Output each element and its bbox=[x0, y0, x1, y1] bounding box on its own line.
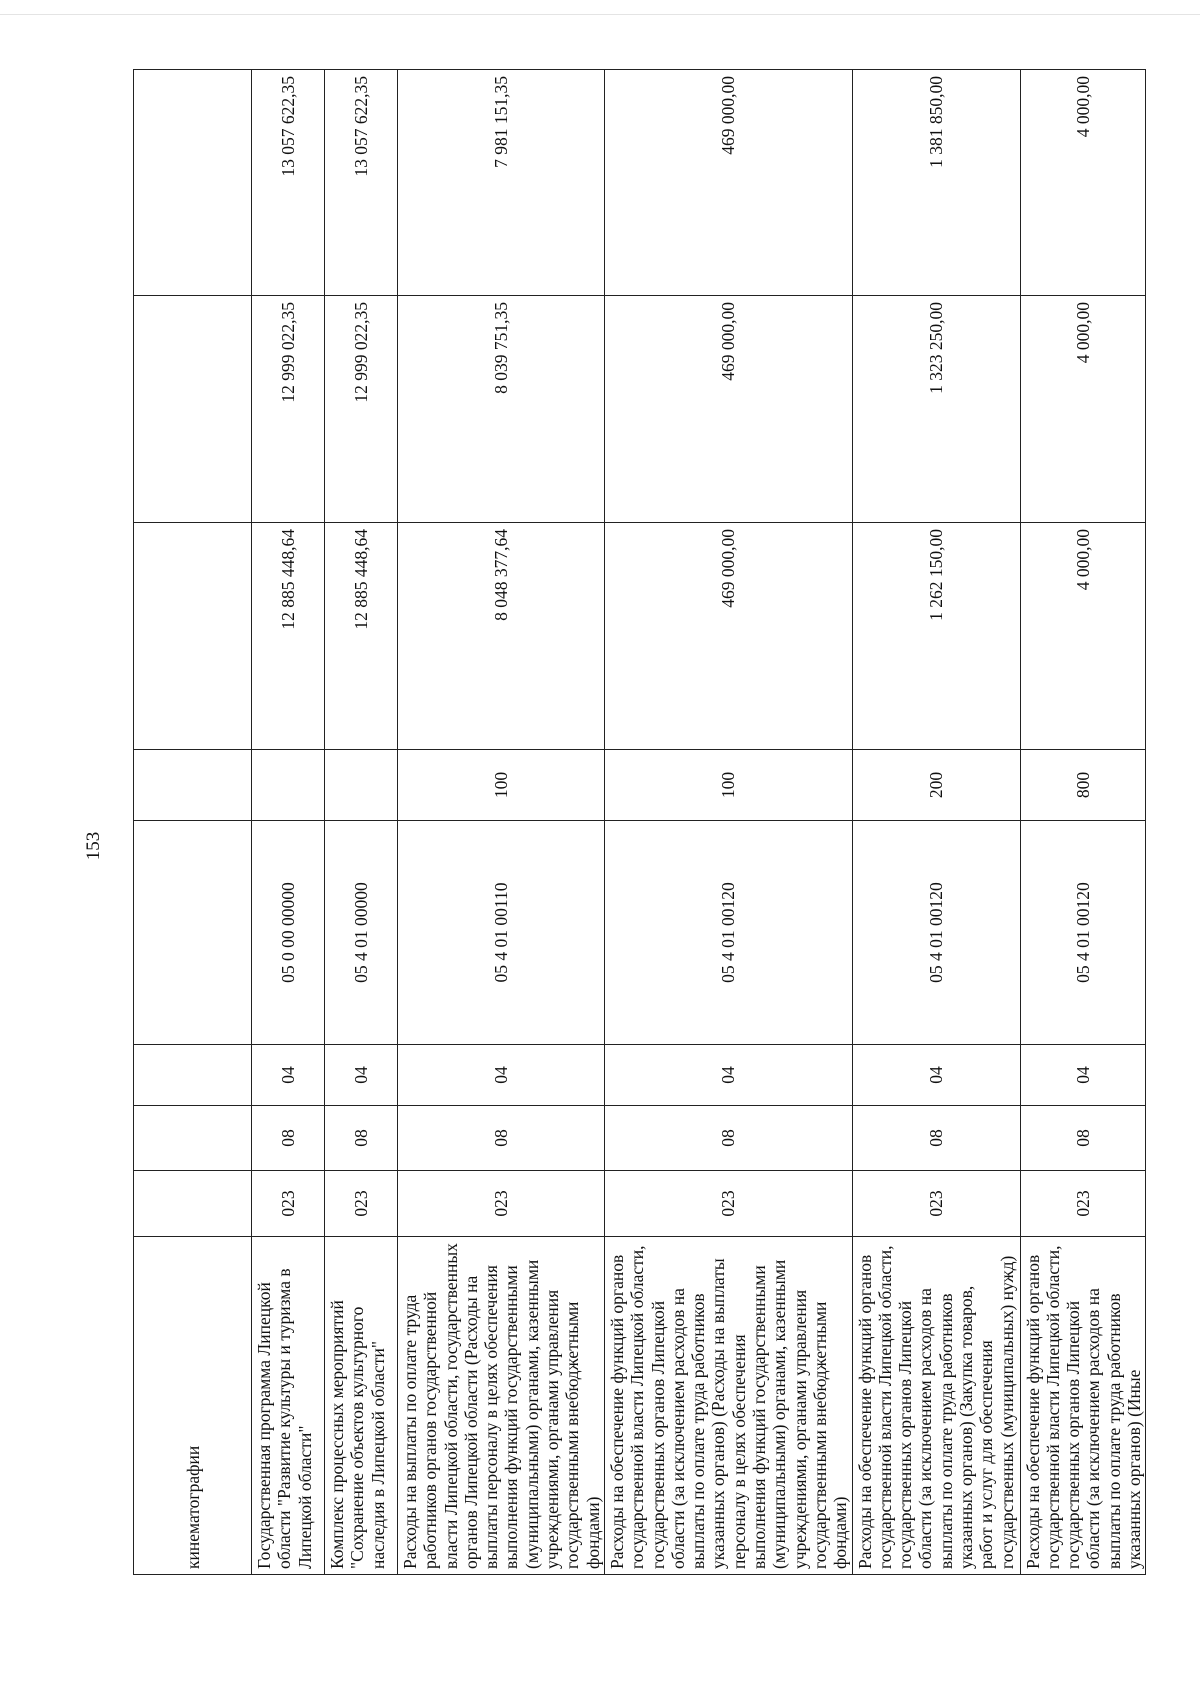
cell-sum1: 469 000,00 bbox=[604, 523, 852, 750]
cell-podrazdel: 04 bbox=[604, 1045, 852, 1106]
cell-target: 05 4 01 00120 bbox=[604, 821, 852, 1045]
cell-code: 023 bbox=[398, 1171, 605, 1237]
row-description: Расходы на обеспечение функций органов государственной власти Липецкой области, государственных органов Липецкой области (за исключением расходов на выплаты по оплате труда работников указанных органов) (Иные bbox=[1020, 1237, 1146, 1575]
row-description: Государственная программа Липецкой области "Развитие культуры и туризма в Липецкой области" bbox=[252, 1237, 325, 1575]
cell-code: 023 bbox=[604, 1171, 852, 1237]
row-description: Комплекс процессных мероприятий "Сохранение объектов культурного наследия в Липецкой области" bbox=[325, 1237, 398, 1575]
cell-code: 023 bbox=[852, 1171, 1020, 1237]
cell-sum1: 12 885 448,64 bbox=[325, 523, 398, 750]
cell-podrazdel: 04 bbox=[325, 1045, 398, 1106]
cell-sum2: 1 323 250,00 bbox=[852, 296, 1020, 523]
table-row bbox=[252, 70, 325, 1575]
cell-vr: 100 bbox=[398, 750, 605, 821]
cell-sum2 bbox=[134, 296, 252, 523]
cell-podrazdel: 04 bbox=[852, 1045, 1020, 1106]
cell-razdel: 08 bbox=[1020, 1106, 1146, 1171]
cell-sum1: 4 000,00 bbox=[1020, 523, 1146, 750]
cell-sum1 bbox=[134, 523, 252, 750]
cell-sum3: 7 981 151,35 bbox=[398, 70, 605, 296]
cell-code bbox=[134, 1171, 252, 1237]
cell-sum3 bbox=[134, 70, 252, 296]
cell-podrazdel: 04 bbox=[398, 1045, 605, 1106]
rotated-table-container bbox=[133, 70, 1145, 1575]
cell-sum3: 13 057 622,35 bbox=[325, 70, 398, 296]
cell-razdel bbox=[134, 1106, 252, 1171]
cell-vr: 800 bbox=[1020, 750, 1146, 821]
cell-target: 05 4 01 00000 bbox=[325, 821, 398, 1045]
cell-razdel: 08 bbox=[398, 1106, 605, 1171]
row-description: Расходы на обеспечение функций органов государственной власти Липецкой области, государственных органов Липецкой области (за исключением расходов на выплаты по оплате труда работников указанных органов) (Закупка товаров, работ и услуг для обеспечения государственных (муниципальных) нужд) bbox=[852, 1237, 1020, 1575]
cell-razdel: 08 bbox=[852, 1106, 1020, 1171]
cell-sum2: 12 999 022,35 bbox=[325, 296, 398, 523]
cell-razdel: 08 bbox=[604, 1106, 852, 1171]
table-row bbox=[325, 70, 398, 1575]
cell-vr: 200 bbox=[852, 750, 1020, 821]
table-row bbox=[134, 70, 252, 1575]
cell-podrazdel: 04 bbox=[1020, 1045, 1146, 1106]
cell-sum1: 8 048 377,64 bbox=[398, 523, 605, 750]
cell-sum3: 4 000,00 bbox=[1020, 70, 1146, 296]
cell-sum1: 12 885 448,64 bbox=[252, 523, 325, 750]
cell-code: 023 bbox=[325, 1171, 398, 1237]
cell-vr bbox=[134, 750, 252, 821]
cell-code: 023 bbox=[252, 1171, 325, 1237]
row-description: Расходы на обеспечение функций органов государственной власти Липецкой области, государственных органов Липецкой области (за исключением расходов на выплаты по оплате труда работников указанных органов) (Расходы на выплаты персоналу в целях обеспечения выполнения функций государственными (муниципальными) органами, казенными учреждениями, органами управления государственными внебюджетными фондами) bbox=[604, 1237, 852, 1575]
cell-razdel: 08 bbox=[325, 1106, 398, 1171]
cell-sum1: 1 262 150,00 bbox=[852, 523, 1020, 750]
cell-target: 05 4 01 00120 bbox=[852, 821, 1020, 1045]
row-description: Расходы на выплаты по оплате труда работников органов государственной власти Липецкой области, государственных органов Липецкой области (Расходы на выплаты персоналу в целях обеспечения выполнения функций государственными (муниципальными) органами, казенными учреждениями, органами управления государственными внебюджетными фондами) bbox=[398, 1237, 605, 1575]
table-row bbox=[1020, 70, 1146, 1575]
page-number: 153 bbox=[83, 831, 104, 861]
cell-sum2: 4 000,00 bbox=[1020, 296, 1146, 523]
cell-sum2: 12 999 022,35 bbox=[252, 296, 325, 523]
cell-podrazdel: 04 bbox=[252, 1045, 325, 1106]
cell-sum3: 1 381 850,00 bbox=[852, 70, 1020, 296]
cell-vr bbox=[252, 750, 325, 821]
cell-target: 05 4 01 00110 bbox=[398, 821, 605, 1045]
cell-podrazdel bbox=[134, 1045, 252, 1106]
cell-target bbox=[134, 821, 252, 1045]
scan-edge-line bbox=[0, 14, 1200, 15]
cell-sum2: 469 000,00 bbox=[604, 296, 852, 523]
cell-sum2: 8 039 751,35 bbox=[398, 296, 605, 523]
table-row bbox=[398, 70, 605, 1575]
cell-code: 023 bbox=[1020, 1171, 1146, 1237]
cell-razdel: 08 bbox=[252, 1106, 325, 1171]
cell-target: 05 4 01 00120 bbox=[1020, 821, 1146, 1045]
row-description: кинематографии bbox=[134, 1237, 252, 1575]
cell-vr: 100 bbox=[604, 750, 852, 821]
cell-target: 05 0 00 00000 bbox=[252, 821, 325, 1045]
table-row bbox=[852, 70, 1020, 1575]
cell-sum3: 469 000,00 bbox=[604, 70, 852, 296]
cell-sum3: 13 057 622,35 bbox=[252, 70, 325, 296]
budget-table bbox=[133, 69, 1146, 1575]
table-row bbox=[604, 70, 852, 1575]
cell-vr bbox=[325, 750, 398, 821]
